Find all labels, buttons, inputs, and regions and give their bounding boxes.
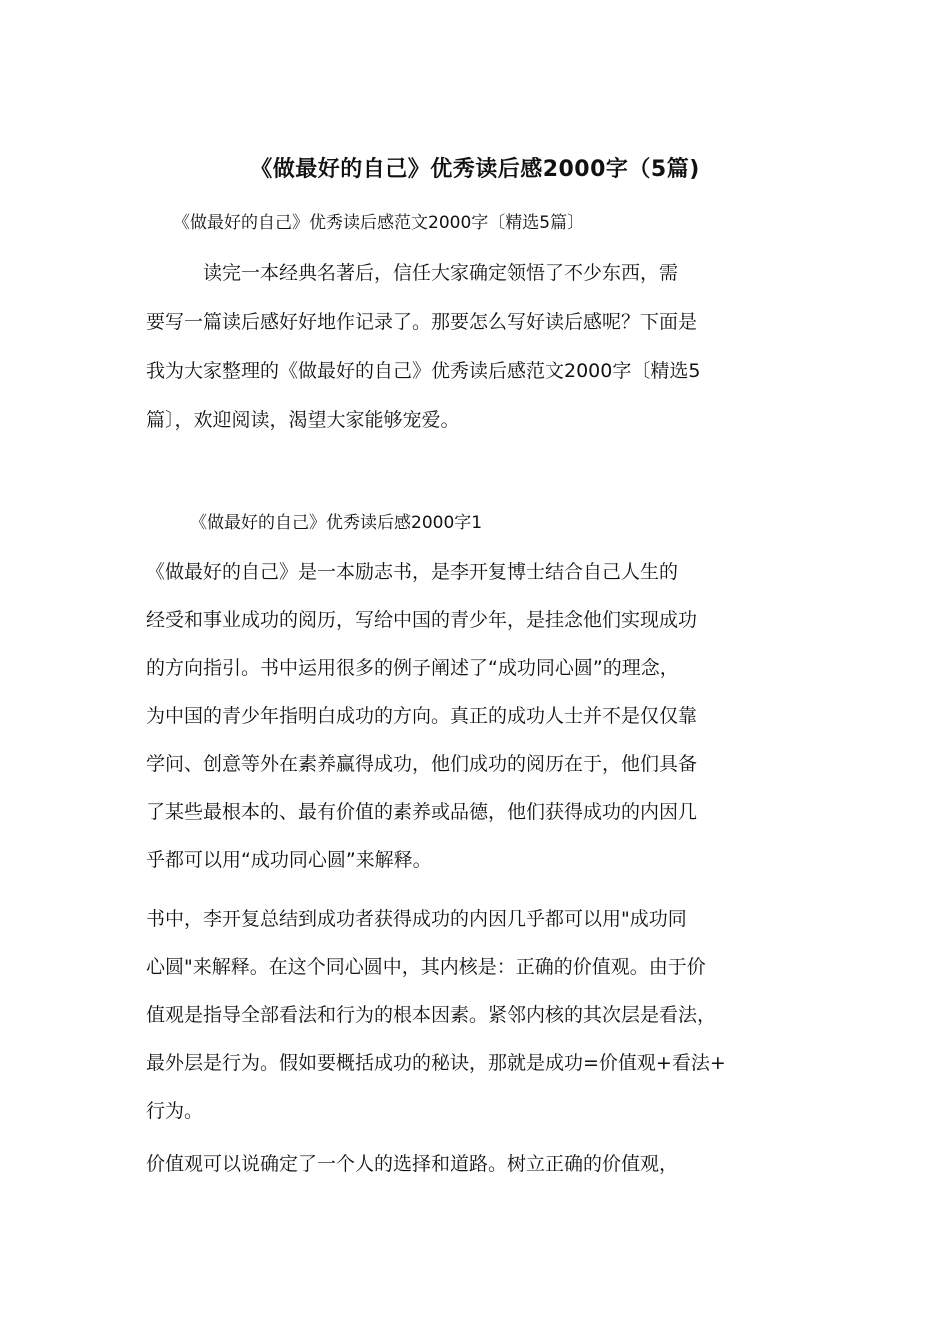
body-paragraph-3 xyxy=(146,1145,816,1193)
section-heading: 《做最好的自己》优秀读后感2000字1 xyxy=(190,513,483,533)
paragraph-line: 经受和事业成功的阅历，写给中国的青少年，是挂念他们实现成功 xyxy=(146,609,698,631)
paragraph-line: 书中，李开复总结到成功者获得成功的内因几乎都可以用"成功同 xyxy=(146,908,687,930)
paragraph-line: 价值观可以说确定了一个人的选择和道路。树立正确的价值观， xyxy=(146,1153,679,1175)
paragraph-line: 值观是指导全部看法和行为的根本因素。紧邻内核的其次层是看法， xyxy=(146,1004,717,1026)
intro-line: 读完一本经典名著后，信任大家确定领悟了不少东西，需 xyxy=(146,262,679,284)
paragraph-line: 《做最好的自己》是一本励志书，是李开复博士结合自己人生的 xyxy=(146,561,679,583)
body-paragraph-1 xyxy=(146,553,816,889)
paragraph-line: 最外层是行为。假如要概括成功的秘诀，那就是成功=价值观+看法+ xyxy=(146,1052,726,1074)
paragraph-line: 为中国的青少年指明白成功的方向。真正的成功人士并不是仅仅靠 xyxy=(146,705,698,727)
paragraph-line: 学问、创意等外在素养赢得成功，他们成功的阅历在于，他们具备 xyxy=(146,753,698,775)
paragraph-line: 心圆"来解释。在这个同心圆中，其内核是：正确的价值观。由于价 xyxy=(146,956,706,978)
document-title: 《做最好的自己》优秀读后感2000字（5篇) xyxy=(250,157,700,182)
intro-paragraph xyxy=(146,256,816,452)
paragraph-line: 行为。 xyxy=(146,1100,204,1122)
paragraph-line: 了某些最根本的、最有价值的素养或品德，他们获得成功的内因几 xyxy=(146,801,698,823)
intro-line: 篇〕，欢迎阅读，渴望大家能够宠爱。 xyxy=(146,409,460,431)
paragraph-line: 的方向指引。书中运用很多的例子阐述了“成功同心圆”的理念， xyxy=(146,657,679,679)
document-subtitle: 《做最好的自己》优秀读后感范文2000字〔精选5篇〕 xyxy=(173,213,585,233)
body-paragraph-2 xyxy=(146,900,816,1140)
paragraph-line: 乎都可以用“成功同心圆”来解释。 xyxy=(146,849,432,871)
intro-line: 要写一篇读后感好好地作记录了。那要怎么写好读后感呢？下面是 xyxy=(146,311,698,333)
intro-line: 我为大家整理的《做最好的自己》优秀读后感范文2000字〔精选5 xyxy=(146,360,701,382)
